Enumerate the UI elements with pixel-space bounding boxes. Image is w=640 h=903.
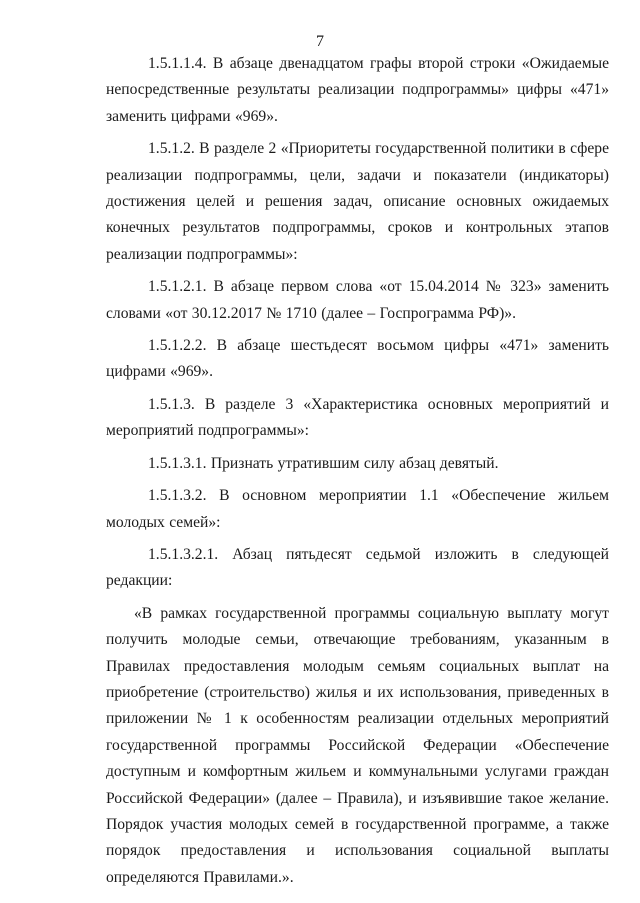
paragraph-1-5-1-2: 1.5.1.2. В разделе 2 «Приоритеты государственной политики в сфере реализации подпрограммы, цели, задачи и показатели (индикаторы) достижения целей и решения задач, описание основных ожидаемых конечных результатов подпрограммы, сроков и контрольных этапов реализации подпрограммы»:: [106, 140, 609, 263]
paragraph-1-5-1-3-2: 1.5.1.3.2. В основном мероприятии 1.1 «Обеспечение жильем молодых семей»:: [106, 487, 609, 531]
quoted-new-wording: «В рамках государственной программы социальную выплату могут получить молодые семьи, отвечающие требованиям, указанным в Правилах предоставления молодым семьям социальных выплат на приобретение (строительство) жилья и их использования, приведенных в приложении № 1 к особенностям реализации отдельных мероприятий государственной программы Российской Федерации «Обеспечение доступным и комфортным жильем и коммунальными услугами граждан Российской Федерации» (далее – Правила), и изъявившие такое желание. Порядок участия молодых семей в государственной программе, а также порядок предоставления и использования социальной выплаты определяются Правилами.».: [106, 604, 609, 886]
paragraph-1-5-1-3-2-1: 1.5.1.3.2.1. Абзац пятьдесят седьмой изложить в следующей редакции:: [106, 545, 609, 590]
page-number: 7: [316, 33, 324, 50]
paragraph-1-5-1-3-1: 1.5.1.3.1. Признать утратившим силу абзац девятый.: [148, 454, 499, 472]
paragraph-1-5-1-3: 1.5.1.3. В разделе 3 «Характеристика основных мероприятий и мероприятий подпрограммы»:: [106, 395, 609, 440]
document-body: [106, 51, 609, 891]
paragraph-1-5-1-2-2: 1.5.1.2.2. В абзаце шестьдесят восьмом цифры «471» заменить цифрами «969».: [106, 337, 609, 381]
paragraph-1-5-1-2-1: 1.5.1.2.1. В абзаце первом слова «от 15.04.2014 № 323» заменить словами «от 30.12.2017 № 1710 (далее – Госпрограмма РФ)».: [106, 278, 609, 322]
paragraph-1-5-1-1-4: 1.5.1.1.4. В абзаце двенадцатом графы второй строки «Ожидаемые непосредственные результаты реализации подпрограммы» цифры «471» заменить цифрами «969».: [106, 55, 609, 125]
